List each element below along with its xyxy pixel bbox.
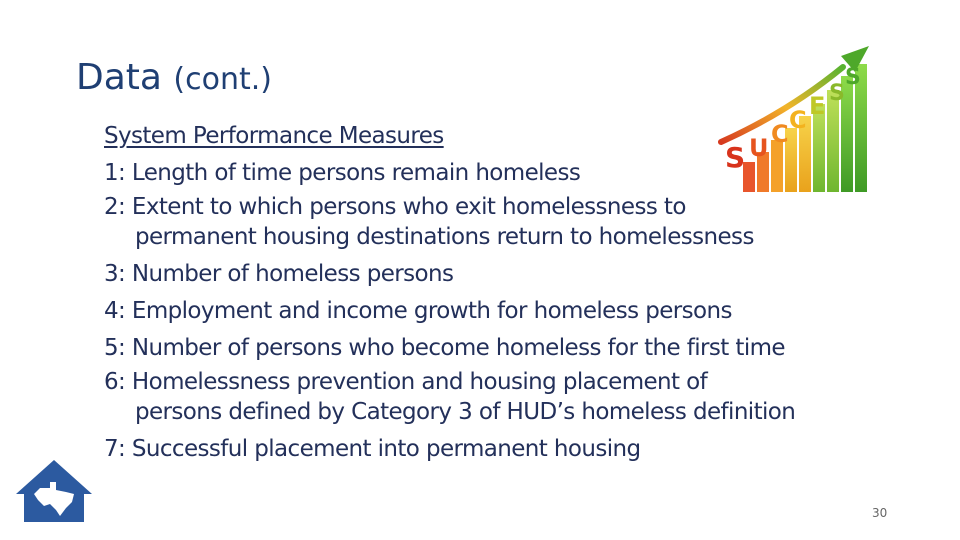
item-number: 6: (104, 369, 126, 395)
list-item (104, 431, 934, 468)
svg-text:U: U (749, 134, 769, 162)
item-number: 5: (104, 335, 126, 361)
list-item (104, 256, 934, 293)
item-text: Length of time persons remain homeless (131, 160, 581, 186)
svg-text:E: E (809, 92, 826, 120)
item-text: Employment and income growth for homeless persons (131, 298, 732, 324)
item-number: 1: (104, 160, 126, 186)
list-item-continuation (104, 397, 934, 431)
list-item-continuation (104, 222, 934, 256)
slide-title-main: Data (76, 57, 162, 98)
item-text: Successful placement into permanent housing (131, 436, 641, 462)
page-number: 30 (872, 506, 888, 520)
list-item (104, 367, 934, 397)
slide-title-suffix: (cont.) (173, 62, 272, 97)
measures-list (104, 118, 934, 468)
item-number: 4: (104, 298, 126, 324)
item-text: Number of persons who become homeless for the first time (131, 335, 785, 361)
texas-house-logo-icon (14, 458, 94, 529)
measures-heading (104, 118, 934, 155)
item-text: permanent housing destinations return to homelessness (135, 224, 754, 250)
measures-heading-text: System Performance Measures (104, 123, 444, 149)
svg-text:C: C (789, 106, 807, 134)
list-item (104, 155, 934, 192)
item-number: 3: (104, 261, 126, 287)
list-item (104, 293, 934, 330)
list-item (104, 330, 934, 367)
svg-text:C: C (771, 120, 789, 148)
svg-text:S: S (725, 141, 746, 174)
item-text: persons defined by Category 3 of HUD’s homeless definition (135, 399, 796, 425)
item-number: 2: (104, 194, 126, 220)
item-text: Homelessness prevention and housing placement of (131, 369, 708, 395)
list-item (104, 192, 934, 222)
svg-text:S: S (845, 65, 861, 90)
slide-title (76, 58, 272, 98)
item-text: Extent to which persons who exit homelessness to (131, 194, 686, 220)
item-number: 7: (104, 436, 126, 462)
svg-text:S: S (829, 81, 845, 106)
item-text: Number of homeless persons (131, 261, 454, 287)
